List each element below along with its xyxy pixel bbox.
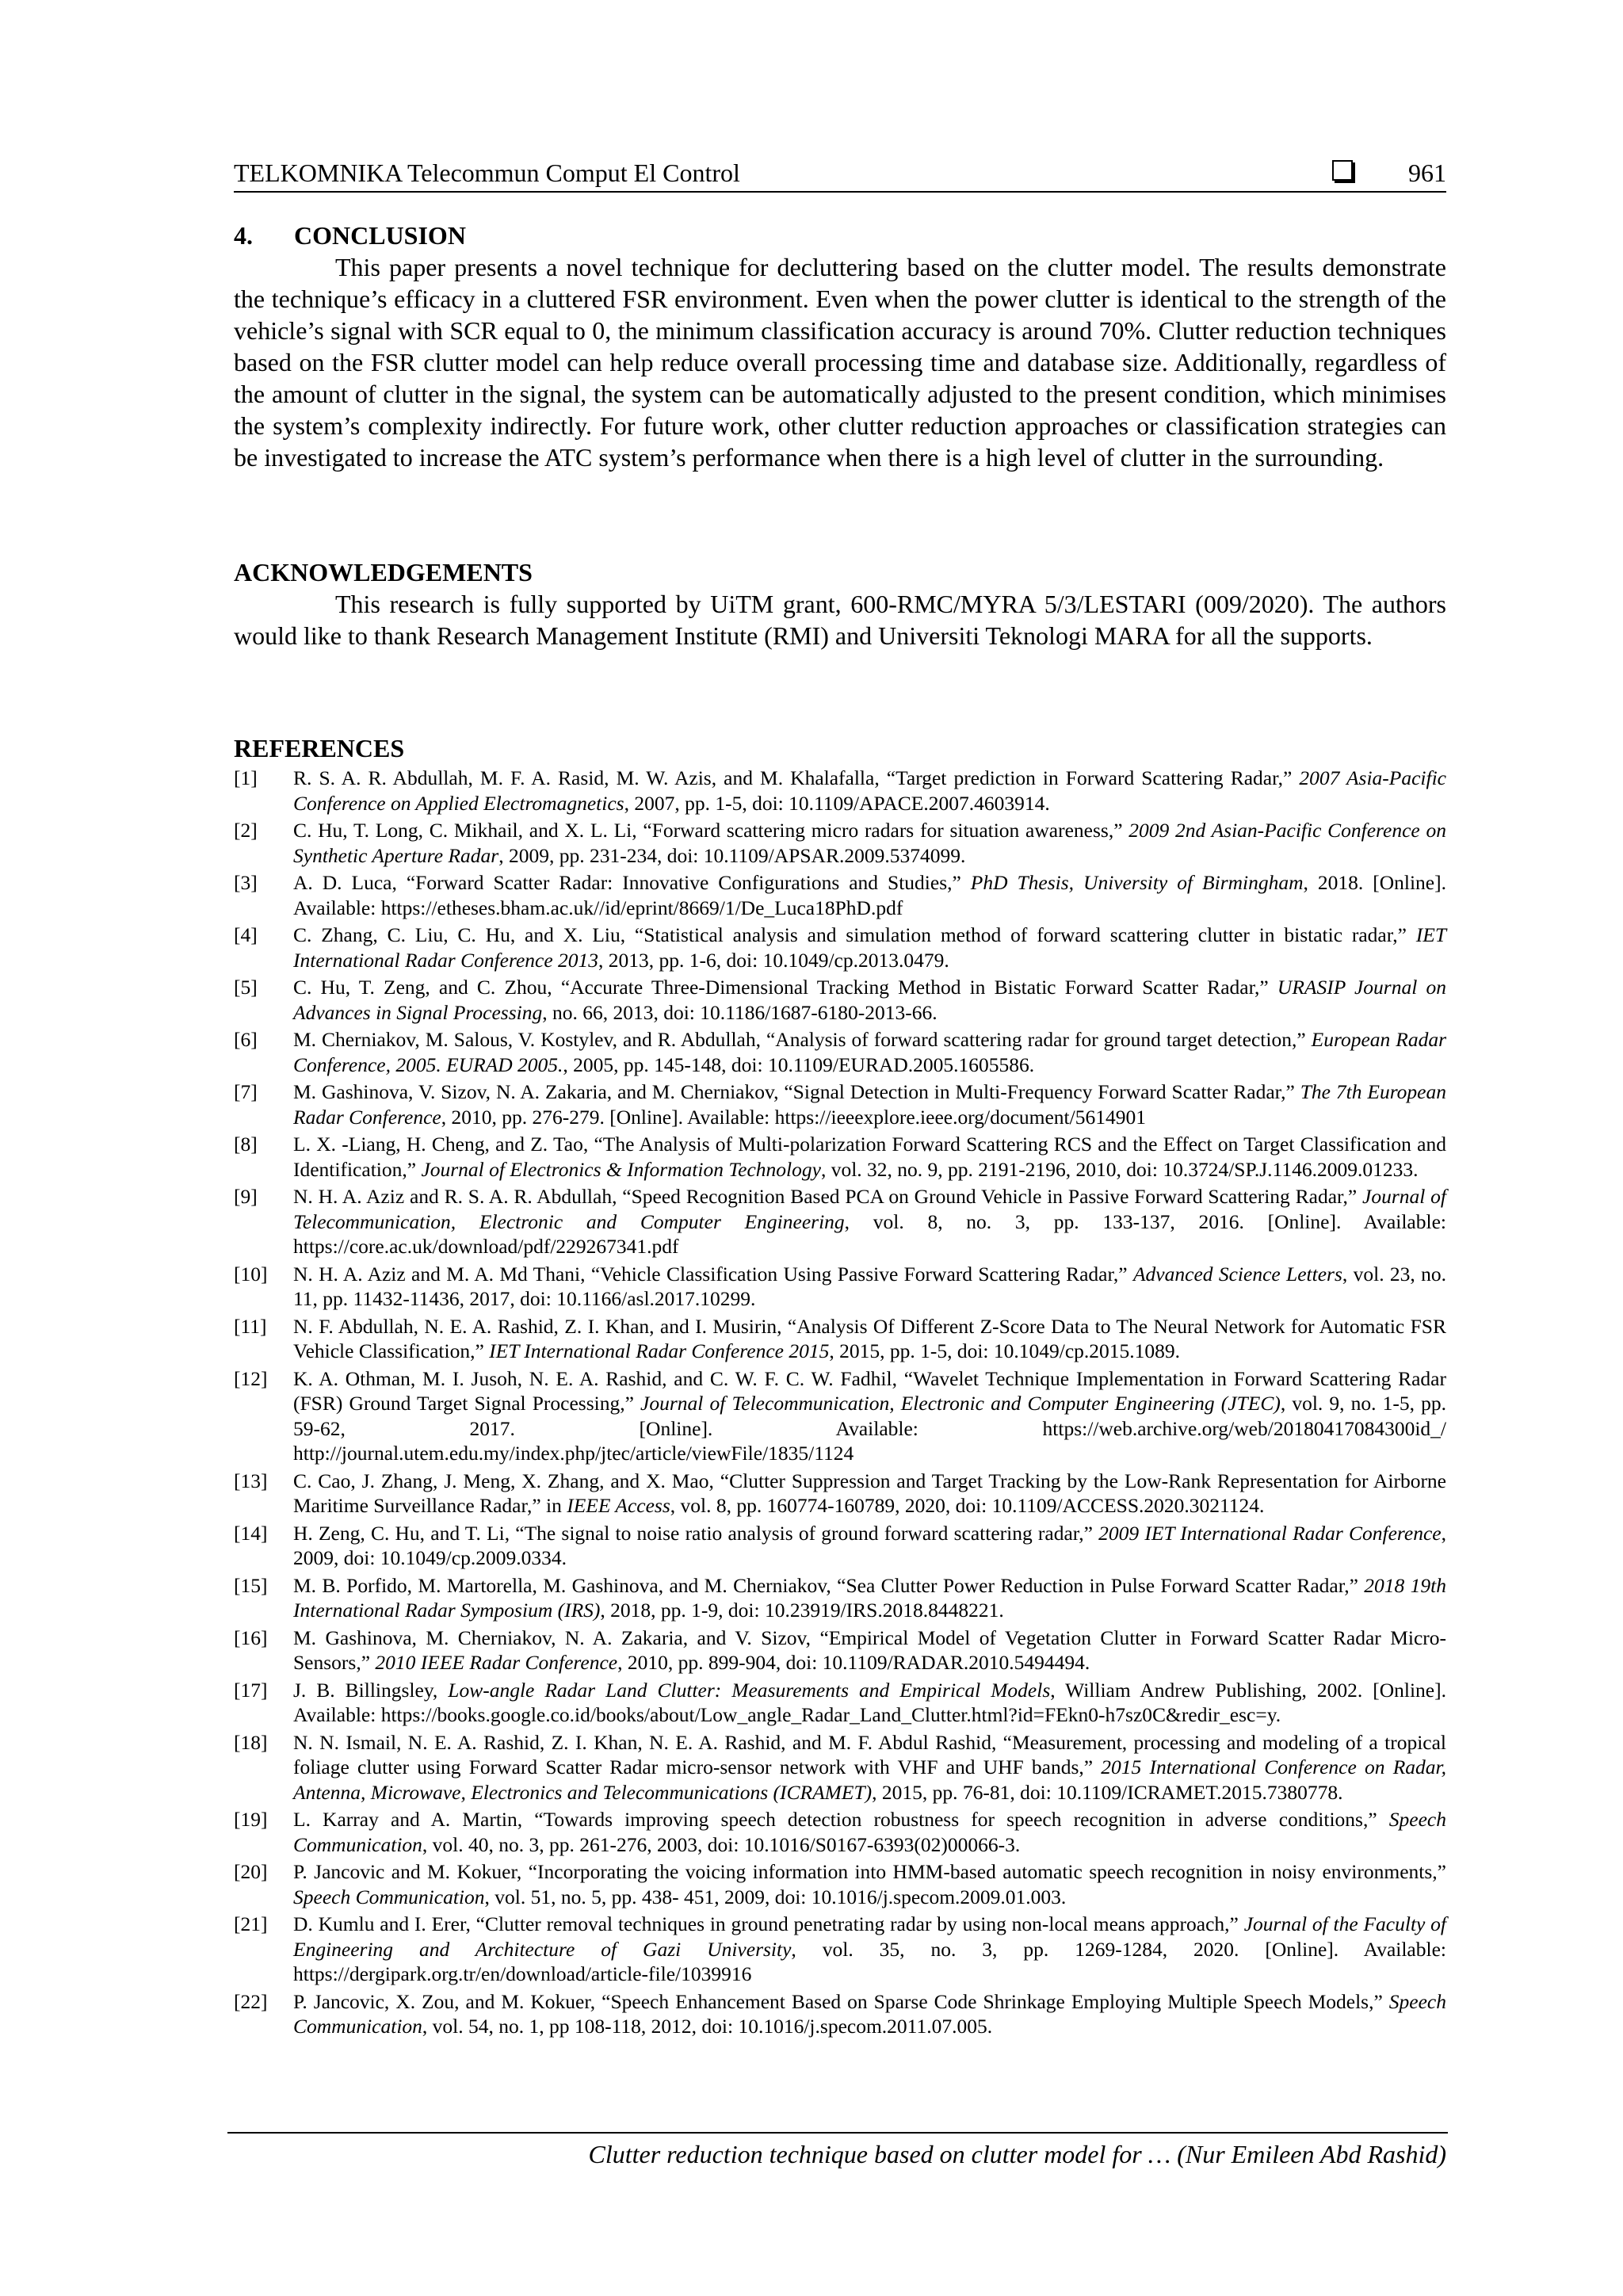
reference-details: , vol. 35, no. 3, pp. 1269-1284, 2020. [Online]. Available: https://dergipark.org.tr/en/download/article-file/1039916	[293, 1937, 1446, 1985]
reference-number: [4]	[234, 923, 258, 946]
reference-item	[234, 766, 1446, 816]
reference-list	[234, 766, 1446, 2039]
reference-item	[234, 1626, 1446, 1675]
reference-text	[293, 1469, 1446, 1518]
reference-details: , vol. 40, no. 3, pp. 261-276, 2003, doi: 10.1016/S0167-6393(02)00066-3.	[422, 1832, 1021, 1856]
reference-authors-title: N. F. Abdullah, N. E. A. Rashid, Z. I. Khan, and I. Musirin, “Analysis Of Different Z-Score Data to The Neural Network for Automatic FSR Vehicle Classification,”	[293, 1314, 1446, 1362]
reference-venue: IET International Radar Conference 2015	[489, 1339, 830, 1362]
references-section	[234, 732, 1446, 2042]
reference-authors-title: L. X. -Liang, H. Cheng, and Z. Tao, “The Analysis of Multi-polarization Forward Scattering RCS and the Effect on Target Classification and Identification,”	[293, 1133, 1446, 1181]
reference-item	[234, 818, 1446, 868]
reference-details: , 2013, pp. 1-6, doi: 10.1049/cp.2013.0479.	[598, 948, 949, 972]
reference-number: [1]	[234, 766, 258, 789]
reference-number: [19]	[234, 1808, 268, 1831]
reference-number: [2]	[234, 819, 258, 842]
reference-details: , vol. 32, no. 9, pp. 2191-2196, 2010, doi: 10.3724/SP.J.1146.2009.01233.	[820, 1157, 1419, 1181]
reference-item	[234, 1730, 1446, 1805]
reference-authors-title: P. Jancovic, X. Zou, and M. Kokuer, “Speech Enhancement Based on Sparse Code Shrinkage Employing Multiple Speech Models,”	[293, 1989, 1389, 2013]
reference-number: [12]	[234, 1366, 268, 1390]
reference-item	[234, 1912, 1446, 1987]
checkbox-square-icon	[1332, 160, 1353, 181]
reference-venue: Speech Communication	[293, 1989, 1446, 2038]
reference-number: [10]	[234, 1262, 268, 1286]
reference-number: [6]	[234, 1028, 258, 1051]
reference-text	[293, 1367, 1446, 1465]
reference-authors-title: K. A. Othman, M. I. Jusoh, N. E. A. Rashid, and C. W. F. C. W. Fadhil, “Wavelet Technique Implementation in Forward Scattering Radar (FSR) Ground Target Signal Processing,”	[293, 1366, 1446, 1415]
reference-venue: 2009 IET International Radar Conference	[1098, 1521, 1442, 1545]
reference-details: , vol. 8, pp. 160774-160789, 2020, doi: 10.1109/ACCESS.2020.3021124.	[670, 1494, 1265, 1517]
reference-details: , 2005, pp. 145-148, doi: 10.1109/EURAD.2005.1605586.	[563, 1052, 1035, 1076]
reference-authors-title: N. N. Ismail, N. E. A. Rashid, Z. I. Khan, N. E. A. Rashid, and M. F. Abdul Rashid, “Measurement, processing and modeling of a tropical foliage clutter using Forward Scatter Radar micro-sensor network with VHF and UHF bands,”	[293, 1730, 1446, 1778]
reference-item	[234, 870, 1446, 920]
reference-number: [21]	[234, 1912, 268, 1935]
reference-item	[234, 1859, 1446, 1909]
reference-text	[293, 1574, 1446, 1622]
reference-text	[293, 1028, 1446, 1076]
reference-number: [5]	[234, 976, 258, 999]
reference-authors-title: M. Gashinova, M. Cherniakov, N. A. Zakaria, and V. Sizov, “Empirical Model of Vegetation Clutter in Forward Scatter Radar Micro-Sensors,”	[293, 1626, 1446, 1674]
reference-number: [15]	[234, 1573, 268, 1597]
reference-authors-title: A. D. Luca, “Forward Scatter Radar: Innovative Configurations and Studies,”	[293, 871, 971, 894]
reference-text	[293, 1990, 1446, 2038]
reference-number: [11]	[234, 1314, 267, 1338]
reference-details: , 2010, pp. 899-904, doi: 10.1109/RADAR.2010.5494494.	[617, 1651, 1090, 1674]
reference-number: [20]	[234, 1860, 268, 1883]
reference-item	[234, 1573, 1446, 1623]
reference-details: , 2015, pp. 76-81, doi: 10.1109/ICRAMET.2015.7380778.	[872, 1780, 1343, 1804]
reference-text	[293, 1626, 1446, 1675]
reference-text	[293, 1522, 1446, 1570]
footer-rule	[227, 2132, 1448, 2134]
reference-text	[293, 1808, 1446, 1856]
reference-item	[234, 1807, 1446, 1857]
reference-item	[234, 1678, 1446, 1728]
reference-number: [9]	[234, 1185, 258, 1208]
acknowledgements-paragraph: This research is fully supported by UiTM grant, 600-RMC/MYRA 5/3/LESTARI (009/2020). The authors would like to thank Research Management Institute (RMI) and Universiti Teknologi MARA for all the supports.	[234, 590, 1446, 650]
reference-authors-title: L. Karray and A. Martin, “Towards improving speech detection robustness for speech recognition in adverse conditions,”	[293, 1808, 1389, 1831]
reference-authors-title: N. H. A. Aziz and M. A. Md Thani, “Vehicle Classification Using Passive Forward Scattering Radar,”	[293, 1262, 1133, 1286]
reference-venue: 2009 2nd Asian-Pacific Conference on Synthetic Aperture Radar	[293, 819, 1446, 867]
reference-authors-title: M. Cherniakov, M. Salous, V. Kostylev, and R. Abdullah, “Analysis of forward scattering radar for ground target detection,”	[293, 1028, 1312, 1051]
reference-venue: Advanced Science Letters	[1132, 1262, 1342, 1286]
reference-text	[293, 1080, 1446, 1129]
reference-item	[234, 1469, 1446, 1519]
reference-authors-title: C. Zhang, C. Liu, C. Hu, and X. Liu, “Statistical analysis and simulation method of forward scattering clutter in bistatic radar,”	[293, 923, 1416, 946]
reference-venue: Journal of Telecommunication, Electronic and Computer Engineering (JTEC)	[640, 1392, 1281, 1415]
reference-details: , vol. 23, no. 11, pp. 11432-11436, 2017, doi: 10.1166/asl.2017.10299.	[293, 1262, 1446, 1310]
conclusion-paragraph: This paper presents a novel technique for decluttering based on the clutter model. The results demonstrate the technique’s efficacy in a cluttered FSR environment. Even when the power clutter is identical to the strength of the vehicle’s signal with SCR equal to 0, the minimum classification accuracy is around 70%. Clutter reduction techniques based on the FSR clutter model can help reduce overall processing time and database size. Additionally, regardless of the amount of clutter in the signal, the system can be automatically adjusted to the present condition, which minimises the system’s complexity indirectly. For future work, other clutter reduction approaches or classification strategies can be investigated to increase the ATC system’s performance when there is a high level of clutter in the surrounding.	[234, 253, 1446, 472]
reference-number: [3]	[234, 871, 258, 894]
reference-number: [18]	[234, 1730, 268, 1754]
reference-number: [13]	[234, 1469, 268, 1492]
reference-number: [14]	[234, 1521, 268, 1545]
reference-details: , no. 66, 2013, doi: 10.1186/1687-6180-2013-66.	[542, 1000, 938, 1024]
reference-details: , 2010, pp. 276-279. [Online]. Available: https://ieeexplore.ieee.org/document/5614901	[441, 1105, 1146, 1129]
reference-venue: Journal of the Faculty of Engineering and Architecture of Gazi University	[293, 1912, 1447, 1961]
header-rule	[234, 191, 1446, 193]
reference-venue: Low-angle Radar Land Clutter: Measurements and Empirical Models	[448, 1678, 1051, 1702]
reference-text	[293, 976, 1446, 1024]
reference-venue: IEEE Access	[567, 1494, 670, 1517]
reference-item	[234, 1989, 1446, 2039]
reference-details: , William Andrew Publishing, 2002. [Online]. Available: https://books.google.co.id/books/about/Low_angle_Radar_Land_Clutter.html?id=FEkn0-h7sz0C&redir_esc=y.	[293, 1678, 1446, 1726]
acknowledgements-section	[234, 556, 1446, 651]
reference-venue: IET International Radar Conference 2013	[293, 923, 1446, 972]
reference-authors-title: R. S. A. R. Abdullah, M. F. A. Rasid, M. W. Azis, and M. Khalafalla, “Target prediction in Forward Scattering Radar,”	[293, 766, 1300, 789]
reference-text	[293, 1912, 1446, 1985]
reference-text	[293, 871, 1446, 919]
reference-details: , vol. 8, no. 3, pp. 133-137, 2016. [Online]. Available: https://core.ac.uk/download/pdf/229267341.pdf	[293, 1209, 1446, 1258]
page-number: 961	[1408, 159, 1446, 187]
reference-authors-title: C. Hu, T. Long, C. Mikhail, and X. L. Li, “Forward scattering micro radars for situation awareness,”	[293, 819, 1129, 842]
reference-text	[293, 1133, 1446, 1181]
reference-text	[293, 1731, 1446, 1804]
reference-venue: Journal of Telecommunication, Electronic and Computer Engineering	[293, 1185, 1446, 1233]
reference-details: , vol. 54, no. 1, pp 108-118, 2012, doi: 10.1016/j.specom.2011.07.005.	[422, 2015, 993, 2038]
reference-authors-title: N. H. A. Aziz and R. S. A. R. Abdullah, “Speed Recognition Based PCA on Ground Vehicle in Passive Forward Scattering Radar,”	[293, 1185, 1362, 1208]
reference-item	[234, 1314, 1446, 1364]
reference-item	[234, 923, 1446, 972]
reference-text	[293, 766, 1446, 815]
reference-item	[234, 1262, 1446, 1312]
reference-venue: PhD Thesis, University of Birmingham	[970, 871, 1304, 894]
reference-venue: Speech Communication	[293, 1885, 485, 1908]
running-header	[234, 155, 1446, 192]
reference-authors-title: J. B. Billingsley,	[293, 1678, 449, 1702]
running-footer: Clutter reduction technique based on clutter model for … (Nur Emileen Abd Rashid)	[588, 2140, 1446, 2168]
journal-title: TELKOMNIKA Telecommun Comput El Control	[234, 159, 740, 187]
reference-venue: Journal of Electronics & Information Technology	[421, 1157, 821, 1181]
reference-venue: 2007 Asia-Pacific Conference on Applied Electromagnetics	[293, 766, 1446, 815]
reference-text	[293, 1860, 1446, 1908]
reference-venue: 2015 International Conference on Radar, Antenna, Microwave, Electronics and Telecommunications (ICRAMET)	[293, 1755, 1446, 1804]
reference-item	[234, 975, 1446, 1025]
reference-item	[234, 1079, 1446, 1129]
conclusion-heading	[234, 220, 1446, 251]
reference-item	[234, 1184, 1446, 1259]
reference-venue: 2010 IEEE Radar Conference	[375, 1651, 618, 1674]
reference-authors-title: D. Kumlu and I. Erer, “Clutter removal techniques in ground penetrating radar by using non-local means approach,”	[293, 1912, 1244, 1935]
reference-details: , vol. 9, no. 1-5, pp. 59-62, 2017. [Online]. Available: https://web.archive.org/web/20180417084300id_/ http://journal.utem.edu.my/index.php/jtec/article/viewFile/1835/1124	[293, 1392, 1446, 1465]
reference-details: , 2009, pp. 231-234, doi: 10.1109/APSAR.2009.5374099.	[498, 843, 966, 867]
reference-details: , 2015, pp. 1-5, doi: 10.1049/cp.2015.1089.	[829, 1339, 1181, 1362]
reference-authors-title: H. Zeng, C. Hu, and T. Li, “The signal to noise ratio analysis of ground forward scattering radar,”	[293, 1521, 1099, 1545]
reference-number: [7]	[234, 1080, 258, 1103]
reference-details: , 2018. [Online]. Available: https://etheses.bham.ac.uk//id/eprint/8669/1/De_Luca18PhD.pdf	[293, 871, 1446, 919]
acknowledgements-heading: ACKNOWLEDGEMENTS	[234, 558, 533, 586]
reference-venue: Speech Communication	[293, 1808, 1446, 1856]
reference-authors-title: C. Hu, T. Zeng, and C. Zhou, “Accurate Three-Dimensional Tracking Method in Bistatic Forward Scatter Radar,”	[293, 976, 1277, 999]
reference-details: , 2007, pp. 1-5, doi: 10.1109/APACE.2007.4603914.	[624, 791, 1050, 815]
reference-authors-title: M. Gashinova, V. Sizov, N. A. Zakaria, and M. Cherniakov, “Signal Detection in Multi-Frequency Forward Scatter Radar,”	[293, 1080, 1300, 1103]
reference-venue: 2018 19th International Radar Symposium (IRS)	[293, 1573, 1446, 1622]
reference-item	[234, 1027, 1446, 1077]
reference-authors-title: M. B. Porfido, M. Martorella, M. Gashinova, and M. Cherniakov, “Sea Clutter Power Reduction in Pulse Forward Scatter Radar,”	[293, 1573, 1365, 1597]
reference-number: [22]	[234, 1989, 268, 2013]
reference-text	[293, 1263, 1446, 1311]
reference-number: [16]	[234, 1626, 268, 1649]
reference-item	[234, 1521, 1446, 1571]
reference-item	[234, 1366, 1446, 1466]
section-number: 4.	[234, 221, 253, 250]
reference-venue: The 7th European Radar Conference	[293, 1080, 1446, 1129]
reference-venue: European Radar Conference, 2005. EURAD 2005.	[293, 1028, 1447, 1076]
reference-text	[293, 1185, 1446, 1258]
reference-authors-title: P. Jancovic and M. Kokuer, “Incorporating the voicing information into HMM-based automatic speech recognition in noisy environments,”	[293, 1860, 1446, 1883]
reference-details: , 2009, doi: 10.1049/cp.2009.0334.	[293, 1521, 1446, 1569]
reference-number: [17]	[234, 1678, 268, 1702]
reference-text	[293, 819, 1446, 867]
references-heading: REFERENCES	[234, 734, 405, 762]
reference-item	[234, 1132, 1446, 1182]
reference-text	[293, 1315, 1446, 1363]
reference-details: , 2018, pp. 1-9, doi: 10.23919/IRS.2018.8448221.	[600, 1599, 1004, 1622]
reference-text	[293, 1679, 1446, 1727]
reference-details: , vol. 51, no. 5, pp. 438- 451, 2009, doi: 10.1016/j.specom.2009.01.003.	[484, 1885, 1067, 1908]
section-title: CONCLUSION	[294, 221, 466, 250]
reference-authors-title: C. Cao, J. Zhang, J. Meng, X. Zhang, and X. Mao, “Clutter Suppression and Target Tracking by the Low-Rank Representation for Airborne Maritime Surveillance Radar,” in	[293, 1469, 1446, 1517]
reference-number: [8]	[234, 1133, 258, 1156]
conclusion-section	[234, 220, 1446, 473]
reference-venue: URASIP Journal on Advances in Signal Processing	[293, 976, 1446, 1024]
reference-text	[293, 923, 1446, 972]
